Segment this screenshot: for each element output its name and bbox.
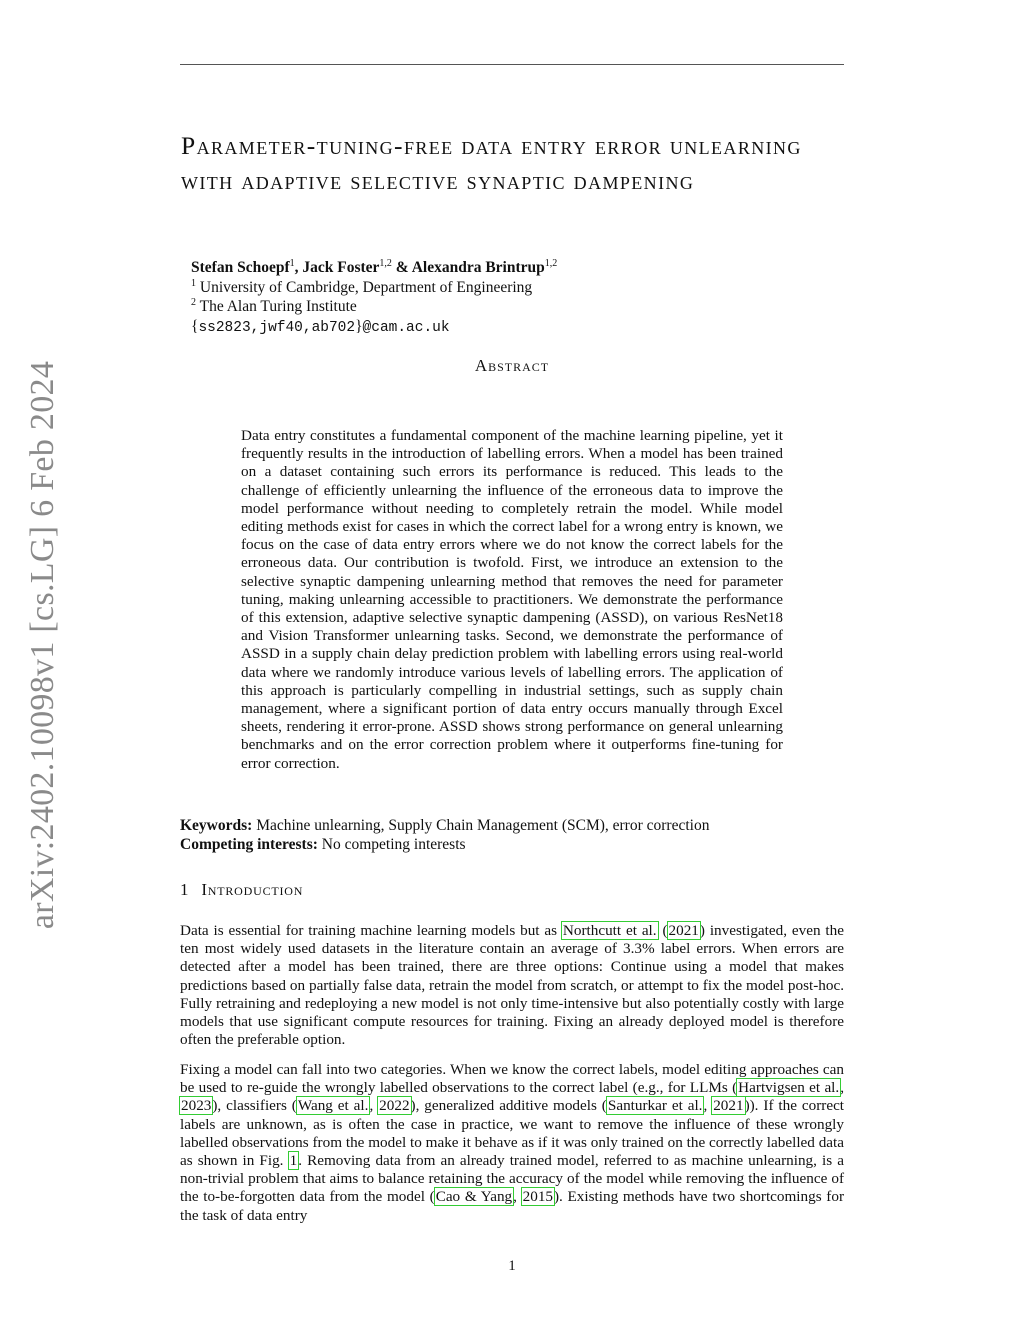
abstract-text: Data entry constitutes a fundamental component of the machine learning pipeline, yet it frequently results in the introduction of labelling errors. When a model has been trained on a dataset containing such errors its performance is reduced. This leads to the challenge of efficiently unlearning the influence of the erroneous data to improve the model performance without needing to completely retrain the model. While model editing methods exist for cases in which the correct label for a wrong entry is known, we focus on the case of data entry errors where we do not know the correct labels for the erroneous data. Our contribution is twofold. First, we introduce an extension to the selective synaptic dampening unlearning method that removes the need for parameter tuning, making unlearning accessible to practitioners. We demonstrate the performance of this extension, adaptive selective synaptic dampening (ASSD), on various ResNet18 and Vision Transformer unlearning tasks. Second, we demonstrate the performance of ASSD in a supply chain delay prediction problem with labelling errors using real-world data where we randomly introduce various levels of labelling errors. The application of this approach is particularly compelling in industrial settings, such as supply chain management, where a significant portion of data entry occurs manually through Excel sheets, rendering it error-prone. ASSD shows strong performance on general unlearning benchmarks and on the error correction problem where it outperforms fine-tuning for error correction.: [241, 427, 783, 772]
citation-link[interactable]: Wang et al.: [297, 1097, 369, 1115]
top-rule: [180, 64, 844, 65]
citation-link[interactable]: Northcutt et al.: [562, 922, 657, 939]
arxiv-identifier-text: arXiv:2402.10098v1 [cs.LG] 6 Feb 2024: [24, 360, 61, 930]
affiliation-text: The Alan Turing Institute: [196, 298, 357, 316]
email-line: [191, 317, 751, 339]
affiliation-text: University of Cambridge, Department of Engineering: [196, 278, 533, 296]
paragraph-text: ,: [369, 1097, 379, 1115]
author-separator: &: [391, 259, 412, 276]
citation-link[interactable]: 2015: [522, 1188, 553, 1206]
section-number: 1: [180, 880, 190, 899]
paragraph-text: Fixing a model can fall into two categories. When we know the correct labels, model editing approaches can be used to re-guide the wrongly labelled observations to the correct label (e.g., for LLMs (: [180, 1061, 844, 1097]
affiliation-mark: 1,2: [544, 258, 558, 269]
affiliation-mark: 1: [289, 258, 295, 269]
citation-link[interactable]: Hartvigsen et al.: [738, 1079, 840, 1097]
keywords-value: Machine unlearning, Supply Chain Management (SCM), error correction: [252, 817, 710, 834]
abstract-heading: Abstract: [474, 356, 550, 375]
paragraph-text: ) investigated, even the ten most widely used datasets in the literature contain an average of 3.3% label errors. When errors are detected after a model has been trained, there are three options: Continue using a model that makes predictions based on partially false data, retrain the model from scratch, or attempt to fix the model post-hoc. Fully retraining and redeploying a new model is not only time-intensive but also potentially costly with large models that use significant compute resources for training. Fixing an already deployed model is therefore often the preferable option.: [180, 922, 844, 1049]
page-number: 1: [508, 1258, 516, 1274]
paragraph-text: ,: [513, 1188, 522, 1206]
affiliation-mark: 1: [191, 277, 196, 289]
citation-link[interactable]: 2021: [668, 922, 699, 939]
competing-interests-value: No competing interests: [317, 835, 466, 853]
intro-paragraph-2: [180, 1061, 844, 1225]
email-ids: ss2823,jwf40,ab702: [198, 319, 356, 336]
arxiv-identifier: [18, 360, 68, 930]
affiliation-mark: 2: [191, 297, 196, 309]
section-heading: [180, 880, 303, 900]
keywords-line: [180, 817, 844, 836]
email-brace-close: }: [355, 317, 363, 335]
competing-interests-label: Competing interests:: [180, 835, 318, 853]
keywords-block: [180, 817, 844, 854]
intro-paragraph-1: [180, 922, 844, 1049]
figure-link[interactable]: 1: [289, 1152, 298, 1170]
keywords-label: Keywords:: [180, 817, 253, 834]
paragraph-text: Data is essential for training machine learning models but as: [180, 922, 562, 939]
affiliation-1: [191, 278, 751, 298]
email-brace-open: {: [191, 317, 199, 335]
paragraph-text: )). If the correct labels are unknown, as is often the case in practice, we want to remove the influence of these wrongly labelled observations from the model to make it behave as if it was only trained on the correctly labelled data as shown in Fig.: [180, 1097, 845, 1170]
paper-title: Parameter-tuning-free data entry error unlearning with adaptive selective synaptic dampening: [181, 131, 802, 195]
affiliation-mark: 1,2: [379, 258, 392, 269]
paragraph-text: . Removing data from an already trained model, referred to as machine unlearning, is a non-trivial problem that aims to balance retaining the accuracy of the model while removing the influence of the to-be-forgotten data from the model (: [180, 1152, 844, 1206]
affiliation-2: [191, 297, 751, 317]
author-names: [191, 258, 751, 278]
citation-link[interactable]: Cao & Yang: [435, 1188, 513, 1206]
paragraph-text: ), classifiers (: [212, 1097, 297, 1115]
section-title: Introduction: [201, 880, 304, 899]
paragraph-text: ,: [703, 1097, 713, 1115]
author-block: [191, 258, 751, 338]
paragraph-text: ), generalized additive models (: [410, 1097, 607, 1115]
author-name: Jack Foster: [302, 259, 380, 276]
competing-interests-line: [180, 836, 844, 855]
citation-link[interactable]: Santurkar et al.: [607, 1097, 703, 1115]
paragraph-text: ,: [840, 1079, 844, 1097]
citation-link[interactable]: 2023: [181, 1097, 212, 1115]
author-name: Stefan Schoepf: [191, 259, 290, 276]
email-domain: @cam.ac.uk: [362, 319, 450, 336]
citation-link[interactable]: 2021: [713, 1097, 744, 1115]
author-name: Alexandra Brintrup: [411, 259, 545, 276]
paragraph-text: ). Existing methods have two shortcomings for the task of data entry: [180, 1188, 845, 1224]
citation-link[interactable]: 2022: [379, 1097, 410, 1115]
author-separator: ,: [294, 259, 303, 276]
paragraph-text: (: [657, 922, 668, 939]
